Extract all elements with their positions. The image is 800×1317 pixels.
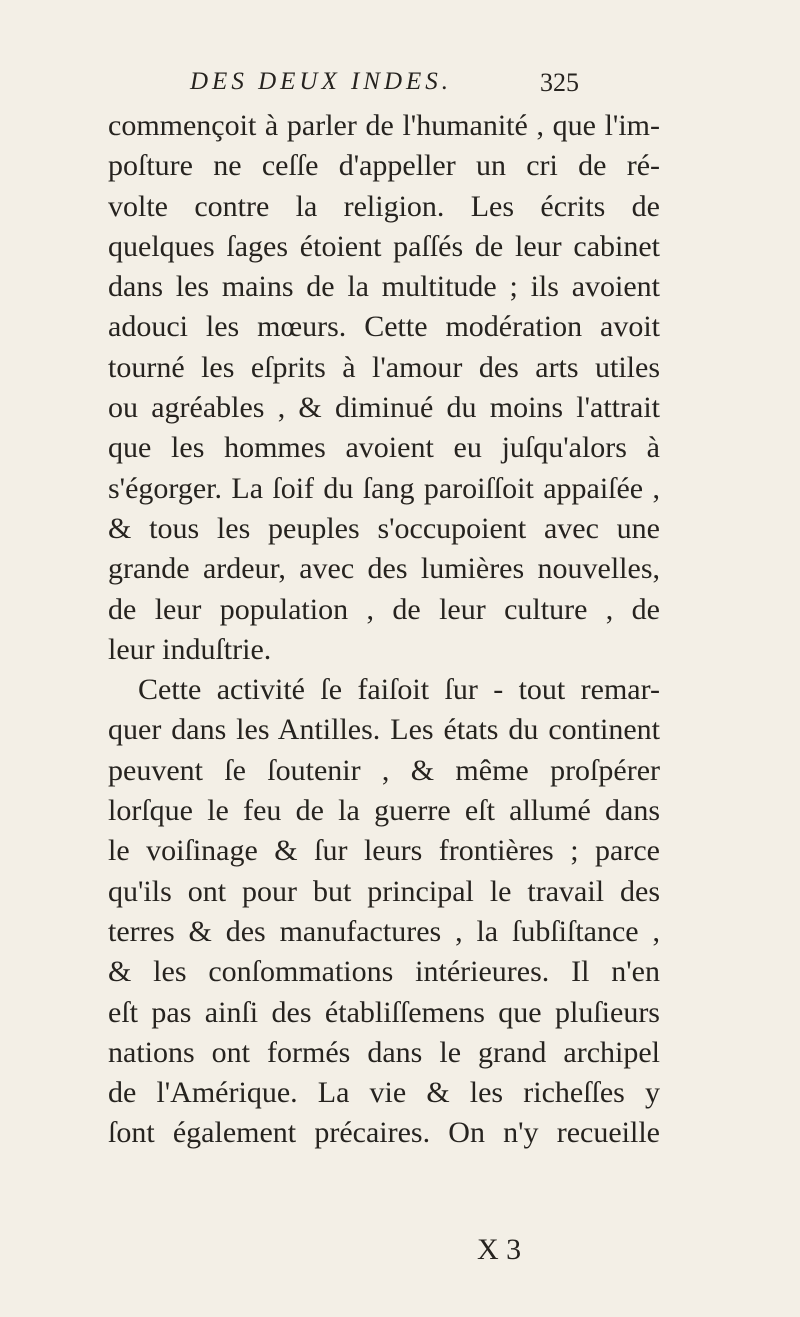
running-title: DES DEUX INDES. xyxy=(190,68,453,95)
text-line: & tous les peuples s'occupoient avec une xyxy=(108,511,660,545)
text-line: poſture ne ceſſe d'appeller un cri de ré- xyxy=(108,149,660,183)
text-line: volte contre la religion. Les écrits de xyxy=(108,189,660,223)
text-line: ſont également précaires. On n'y recueille xyxy=(108,1116,660,1150)
text-line: grande ardeur, avec des lumières nouvelles, xyxy=(108,552,660,586)
text-line: lorſque le feu de la guerre eſt allumé dans xyxy=(108,794,660,828)
text-line: que les hommes avoient eu juſqu'alors à xyxy=(108,431,660,465)
text-line: eſt pas ainſi des établiſſemens que pluſieurs xyxy=(108,995,660,1029)
text-line: terres & des manufactures , la ſubſiſtance , xyxy=(108,914,660,948)
text-line: quer dans les Antilles. Les états du continent xyxy=(108,713,660,747)
text-line: qu'ils ont pour but principal le travail des xyxy=(108,874,660,908)
text-line: & les conſommations intérieures. Il n'en xyxy=(108,955,660,989)
text-line: Cette activité ſe faiſoit ſur - tout remar- xyxy=(138,673,660,707)
text-line: nations ont formés dans le grand archipel xyxy=(108,1035,660,1069)
text-line: commençoit à parler de l'humanité , que l'im- xyxy=(108,109,660,142)
text-line: quelques ſages étoient paſſés de leur cabinet xyxy=(108,229,660,263)
text-line: leur induſtrie. xyxy=(108,632,272,666)
text-line: s'égorger. La ſoif du ſang paroiſſoit appaiſée , xyxy=(108,471,660,505)
text-line: dans les mains de la multitude ; ils avoient xyxy=(108,270,660,304)
text-line: peuvent ſe ſoutenir , & même proſpérer xyxy=(108,753,660,787)
page-header xyxy=(190,68,630,108)
text-line: de l'Amérique. La vie & les richeſſes y xyxy=(108,1076,660,1110)
text-line: de leur population , de leur culture , de xyxy=(108,592,660,626)
text-line: le voiſinage & ſur leurs frontières ; parce xyxy=(108,834,660,868)
page-number: 325 xyxy=(540,68,579,97)
text-line: tourné les eſprits à l'amour des arts utiles xyxy=(108,350,660,384)
text-line: adouci les mœurs. Cette modération avoit xyxy=(108,310,660,344)
text-line: ou agréables , & diminué du moins l'attrait xyxy=(108,391,660,425)
signature-mark: X 3 xyxy=(477,1233,522,1266)
body-text xyxy=(108,106,660,1154)
